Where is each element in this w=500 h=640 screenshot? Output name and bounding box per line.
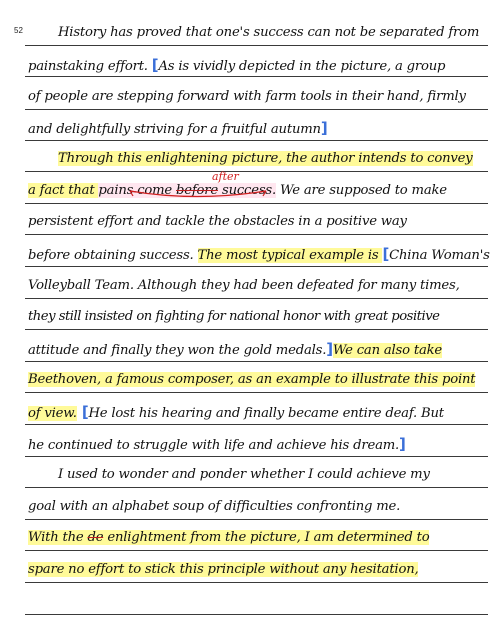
text-line: [28, 529, 490, 547]
highlighted-text: of view.: [28, 406, 77, 421]
text-line: [58, 466, 490, 484]
struck-word: de: [87, 530, 104, 545]
highlighted-text: enlightment from the picture, I am determined to: [103, 530, 430, 545]
ruled-line: [25, 140, 488, 141]
line-text: before obtaining success.: [28, 248, 198, 263]
ruled-line: [25, 76, 488, 77]
text-line: [28, 119, 490, 137]
text-line: [28, 88, 490, 106]
line-text: goal with an alphabet soup of difficulties confronting me.: [28, 499, 401, 514]
text-line: [28, 277, 490, 295]
line-text: Volleyball Team. Although they had been defeated for many times,: [28, 278, 460, 293]
struck-word: before: [176, 183, 219, 198]
text-line: [28, 498, 490, 516]
ruled-line: [25, 171, 488, 172]
highlighted-text: spare no effort to stick this principle without any hesitation,: [28, 562, 419, 577]
ruled-line: [25, 456, 488, 457]
marked-phrase: pains come: [98, 183, 177, 198]
blue-bracket-open: [: [382, 245, 390, 263]
highlighted-text: a fact that: [28, 183, 99, 198]
blue-bracket-close: ]: [320, 119, 328, 137]
text-line: [28, 308, 490, 326]
line-text: China Woman's: [389, 248, 490, 263]
ruled-line: [25, 234, 488, 235]
blue-bracket-close: ]: [399, 435, 406, 453]
blue-bracket-open: [: [76, 403, 89, 421]
line-text: painstaking effort.: [28, 59, 152, 74]
ruled-line: [25, 45, 488, 46]
line-text: attitude and finally they won the gold medals.: [28, 343, 327, 358]
ruled-line: [25, 550, 488, 551]
marked-phrase: success.: [218, 183, 276, 198]
line-text: and delightfully striving for a fruitful autumn: [28, 122, 321, 137]
blue-bracket-close: ]: [326, 340, 333, 358]
ruled-line: [25, 392, 488, 393]
inserted-correction: after: [212, 170, 239, 183]
ruled-line: [25, 203, 488, 204]
ruled-line: [25, 298, 488, 299]
swap-arrow-icon: [126, 188, 276, 202]
highlighted-text: The most typical example is: [197, 248, 383, 263]
line-text: of people are stepping forward with farm tools in their hand, firmly: [28, 89, 466, 104]
line-text: He lost his hearing and finally became entire deaf. But: [88, 406, 444, 421]
highlighted-text: With the: [28, 530, 88, 545]
highlighted-text: Through this enlightening picture, the author intends to convey: [58, 151, 473, 166]
line-text: persistent effort and tackle the obstacles in a positive way: [28, 214, 407, 229]
ruled-line: [25, 361, 488, 362]
ruled-line: [25, 424, 488, 425]
text-line: [28, 213, 490, 231]
ruled-line: [25, 487, 488, 488]
ruled-line: [25, 582, 488, 583]
text-line: [28, 245, 490, 263]
text-line: [28, 435, 490, 453]
page-number: 52: [14, 26, 23, 35]
line-text: As is vividly depicted in the picture, a group: [158, 59, 446, 74]
ruled-line: [25, 329, 488, 330]
text-line: [28, 403, 490, 421]
text-line: [28, 340, 490, 358]
text-line: [58, 150, 490, 168]
text-line: [28, 561, 490, 579]
text-line: [28, 56, 490, 74]
line-text: they still insisted on fighting for national honor with great positive: [28, 309, 440, 324]
highlighted-text: Beethoven, a famous composer, as an example to illustrate this point: [28, 372, 476, 387]
ruled-line: [25, 519, 488, 520]
ruled-line: [25, 266, 488, 267]
line-text: History has proved that one's success can not be separated from: [58, 25, 480, 40]
ruled-line: [25, 614, 488, 615]
line-text: We are supposed to make: [275, 183, 447, 198]
line-text: he continued to struggle with life and achieve his dream.: [28, 438, 400, 453]
ruled-line: [25, 109, 488, 110]
highlighted-text: We can also take: [332, 343, 443, 358]
blue-bracket-open: [: [151, 56, 159, 74]
line-text: I used to wonder and ponder whether I could achieve my: [58, 467, 430, 482]
text-line: [58, 24, 490, 42]
text-line: [28, 371, 490, 389]
